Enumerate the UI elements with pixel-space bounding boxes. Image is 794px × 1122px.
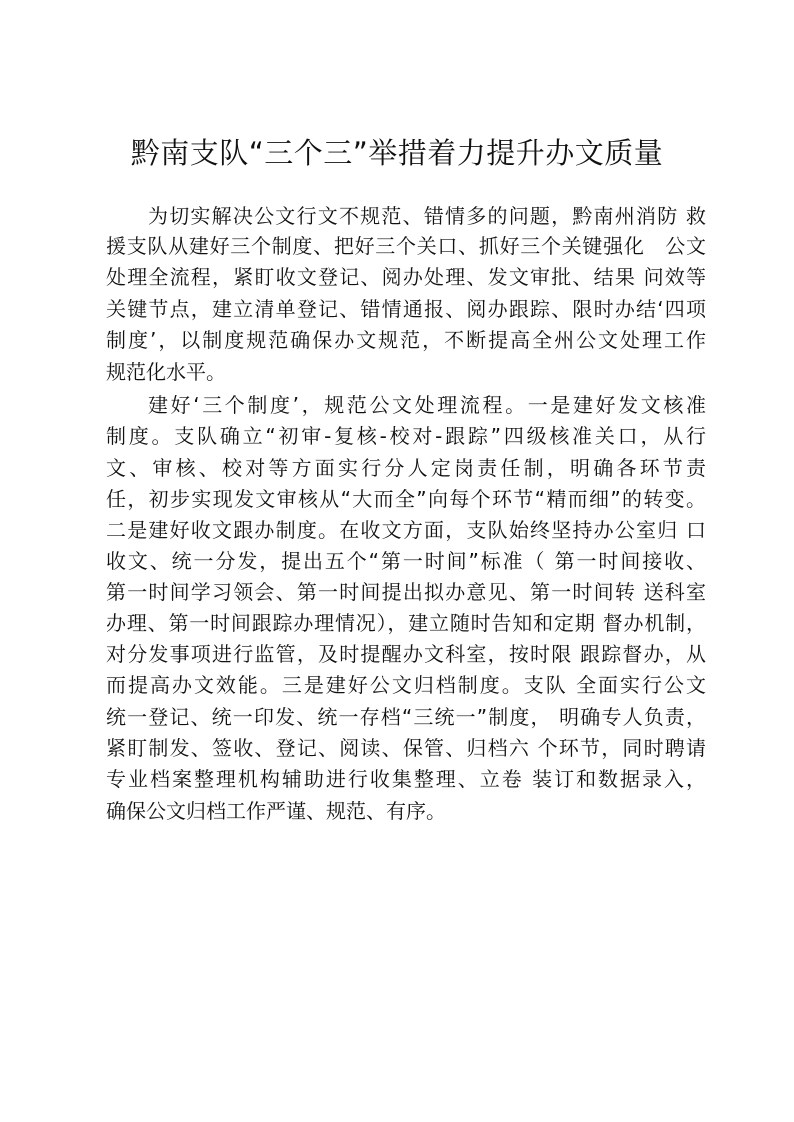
paragraph-line: 关键节点，建立清单登记、错情通报、阅办跟踪、限时办结‘四项 — [106, 297, 706, 321]
paragraph-line: 对分发事项进行监管，及时提醒办文科室，按时限 跟踪督办，从 — [106, 642, 706, 666]
paragraph-line: 援支队从建好三个制度、把好三个关口、抓好三个关键强化 公文 — [106, 234, 706, 258]
paragraph-line: 为切实解决公文行文不规范、错情多的问题，黔南州消防 救 — [148, 204, 706, 228]
paragraph-line: 建好‘三个制度’，规范公文处理流程。一是建好发文核准 — [148, 393, 706, 417]
paragraph-line: 二是建好收文跟办制度。在收文方面，支队始终坚持办公室归 口 — [106, 518, 706, 542]
paragraph-line: 规范化水平。 — [106, 360, 226, 384]
paragraph-line: 办理、第一时间跟踪办理情况），建立随时告知和定期 督办机制， — [106, 611, 706, 635]
paragraph-line: 收文、统一分发，提出五个“第一时间”标准（ 第一时间接收、 — [106, 549, 706, 573]
paragraph-line: 统一登记、统一印发、统一存档“三统一”制度， 明确专人负责， — [106, 705, 706, 729]
paragraph-line: 制度’，以制度规范确保办文规范，不断提高全州公文处理工作 — [106, 328, 706, 352]
paragraph-line: 文、审核、校对等方面实行分人定岗责任制，明确各环节责 — [106, 456, 706, 480]
paragraph-line: 第一时间学习领会、第一时间提出拟办意见、第一时间转 送科室 — [106, 580, 706, 604]
paragraph-line: 专业档案整理机构辅助进行收集整理、立卷 装订和数据录入， — [106, 767, 706, 791]
paragraph-line: 任，初步实现发文审核从“大而全”向每个环节“精而细”的转变。 — [106, 487, 706, 511]
paragraph-line: 紧盯制发、签收、登记、阅读、保管、归档六 个环节，同时聘请 — [106, 736, 706, 760]
paragraph-line: 而提高办文效能。三是建好公文归档制度。支队 全面实行公文 — [106, 673, 706, 697]
page-title: 黔南支队“三个三”举措着力提升办文质量 — [130, 136, 664, 170]
paragraph-line: 确保公文归档工作严谨、规范、有序。 — [106, 799, 446, 823]
paragraph-line: 处理全流程，紧盯收文登记、阅办处理、发文审批、结果 问效等 — [106, 265, 706, 289]
paragraph-line: 制度。支队确立“初审-复核-校对-跟踪”四级核准关口，从行 — [106, 424, 706, 448]
